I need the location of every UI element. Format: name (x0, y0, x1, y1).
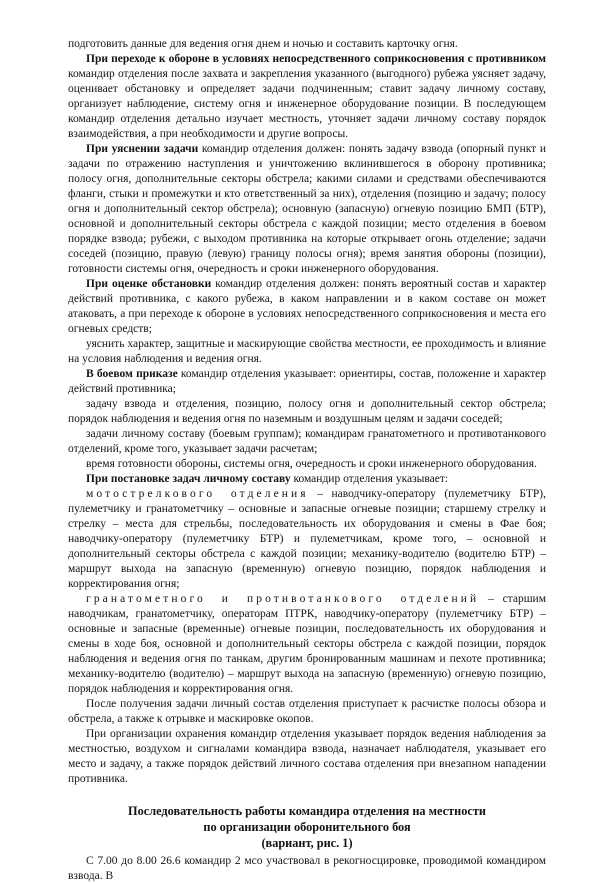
paragraph (68, 427, 546, 457)
text-run: подготовить данные для ведения огня днем и ночью и составить карточку огня. (68, 38, 458, 50)
text-run: время готовности обороны, системы огня, очередность и сроки инженерного оборудования. (86, 458, 537, 470)
paragraph (68, 472, 546, 487)
paragraph (68, 487, 546, 592)
paragraph (68, 397, 546, 427)
text-run: командир отделения должен: понять вероятный состав и характер действий противника, с какого рубежа, в каком направлении и в каком составе он может атаковать, а при переходе к обороне в условиях непосредственного соприкосновения и места его огневых средств; (68, 278, 546, 335)
text-run: задачи личному составу (боевым группам); командирам гранатометного и противотанкового отделений, кроме того, указывает задачи расчетам; (68, 428, 546, 455)
paragraph (68, 37, 546, 52)
letterspaced-run: гранатометного и противотанкового отделений (86, 593, 480, 605)
paragraph (68, 592, 546, 697)
paragraph (68, 457, 546, 472)
text-run: командир отделения указывает: (290, 473, 449, 485)
text-run: командир отделения после захвата и закрепления указанного (выгодного) рубежа уясняет задачу, оценивает обстановку и определяет задачи подчиненным; ставит задачу личному составу, организует наблюдение, систему огня и инженерное оборудование позиции. В последующем командир отделения детально изучает местность, уточняет задачи личному составу порядок взаимодействия, а при необходимости и другие вопросы. (68, 68, 546, 140)
text-run: – наводчику-оператору (пулеметчику БТР), пулеметчику и гранатометчику – основные и запасные огневые позиции; старшему стрелку и стрелку – места для стрельбы, последовательность их оборудования и смены в Фае боя; наводчику-оператору (пулеметчику БТР) и пулеметчикам, кроме того, – основной и дополнительный секторы обстрела с каждой позиции; механику-водителю (водителю БТР) – маршрут выхода на запасную (временную) огневую позицию, порядок наблюдения и корректирования огня; (68, 488, 547, 590)
text-run: задачу взвода и отделения, позицию, полосу огня и дополнительный сектор обстрела; порядок наблюдения и ведения огня по наземным и воздушным целям и задачи соседей; (68, 398, 546, 425)
paragraph (68, 337, 546, 367)
text-run: С 7.00 до 8.00 26.6 командир 2 мсо участвовал в рекогносцировке, проводимой командиром взвода. В (68, 855, 546, 882)
text-run: командир отделения указывает: ориентиры, состав, положение и характер действий противника; (68, 368, 546, 395)
text-run: командир отделения должен: понять задачу взвода (опорный пункт и задачи по отражению наступления и уничтожению вклинившегося в оборону противника; полосу огня, дополнительные секторы обстрела; какими силами и средствами обеспечиваются фланги, стыки и промежутки и кто ответственный за них), отделения (позицию и задачу; полосу огня и дополнительный сектор обстрела); основную (запасную) огневую позицию БМП (БТР), основной и дополнительный секторы обстрела с каждой позиции; место отделения в боевом порядке взвода; рубежи, с выходом противника на которые открывает огонь отделение; задачи соседей (позицию, правую (левую) границу полосы огня); время занятия обороны (позиции), готовности системы огня, очередность и сроки инженерного оборудования. (68, 143, 546, 275)
document-body (68, 37, 546, 884)
bold-run: В боевом приказе (86, 368, 178, 380)
bold-run: При оценке обстановки (86, 278, 212, 290)
letterspaced-run: мотострелкового отделения (86, 488, 309, 500)
paragraph (68, 854, 546, 884)
paragraph (68, 367, 546, 397)
text-run: уяснить характер, защитные и маскирующие свойства местности, ее проходимость и влияние на условия наблюдения и ведения огня. (68, 338, 546, 365)
paragraph (68, 697, 546, 727)
section-heading-line: (вариант, рис. 1) (261, 836, 353, 850)
paragraph (68, 142, 546, 277)
text-run: – старшим наводчикам, гранатометчику, операторам ПТРК, наводчику-оператору (пулеметчику БТР) – основные и запасные (временные) огневые позиции, последовательность их оборудования и смены в ходе боя, основной и дополнительный секторы обстрела с каждой позиции, порядок наблюдения и ведения огня по танкам, другим бронированным машинам и пехоте противника; механику-водителю (водителю) – маршрут выхода на запасную (временную) огневую позицию, порядок наблюдения и корректирования огня. (68, 593, 546, 695)
paragraph (68, 727, 546, 787)
paragraph (68, 277, 546, 337)
bold-run: При переходе к обороне в условиях непосредственного соприкосновения с противником (86, 53, 546, 65)
text-run: При организации охранения командир отделения указывает порядок ведения наблюдения за местностью, воздухом и сигналами командира взвода, назначает наблюдателя, указывает его место и задачу, а также порядок действий личного состава отделения при внезапном нападении противника. (68, 728, 546, 785)
bold-run: При постановке задач личному составу (86, 473, 291, 485)
paragraph (68, 52, 546, 142)
bold-run: При уяснении задачи (86, 143, 199, 155)
section-heading-line: Последовательность работы командира отделения на местности (128, 804, 486, 818)
section-heading-line: по организации оборонительного боя (203, 820, 411, 834)
text-run: После получения задачи личный состав отделения приступает к расчистке полосы обзора и обстрела, а также к отрывке и маскировке окопов. (68, 698, 546, 725)
